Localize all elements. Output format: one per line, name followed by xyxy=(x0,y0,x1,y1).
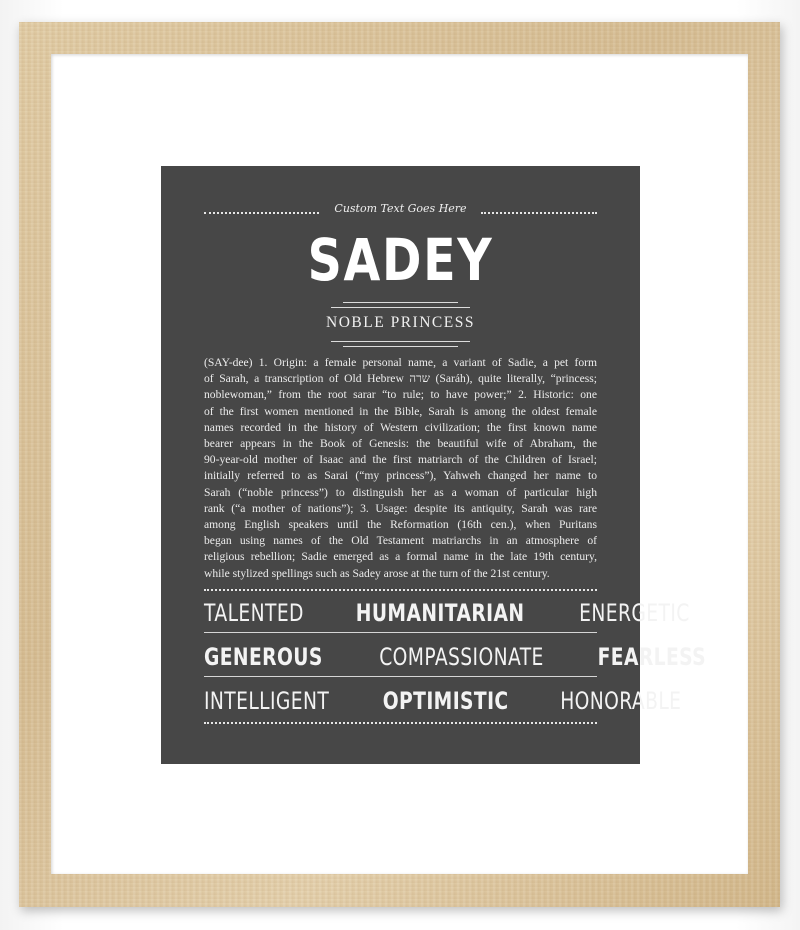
definition-line: initially referred to as Sarai (“my princess”), Yahweh changed her name to xyxy=(204,469,597,483)
trait-row-2 xyxy=(204,638,707,672)
definition-line: Sarah (“noble princess”) to distinguish her as a woman of particular high xyxy=(204,485,597,499)
name-meaning: NOBLE PRINCESS xyxy=(326,314,475,331)
name-poster xyxy=(161,166,707,764)
name-title: SADEY xyxy=(307,226,494,294)
dotted-rule-traits-bottom xyxy=(204,722,597,724)
trait-word: COMPASSIONATE xyxy=(379,643,545,671)
custom-text: Custom Text Goes Here xyxy=(334,202,467,215)
trait-word: ENERGETIC xyxy=(579,599,690,627)
definition-line: (SAY-dee) 1. Origin: a female personal name, a variant of Sadie, a pet form xyxy=(204,356,597,369)
trait-separator xyxy=(204,632,597,633)
trait-word: OPTIMISTIC xyxy=(382,687,509,715)
trait-word: HUMANITARIAN xyxy=(355,599,525,627)
trait-word: HONORABLE xyxy=(560,687,682,715)
definition-line: among English speakers until the Reformation (16th cen.), when Puritans xyxy=(204,518,597,532)
title-underline-top xyxy=(343,302,458,303)
definition-line: rank (“a mother of nations”); 3. Usage: despite its antiquity, Sarah was rare xyxy=(204,501,597,515)
meaning-underline-top xyxy=(331,341,470,342)
definition-line: religious rebellion; Sadie emerged as a formal name in the late 19th century, xyxy=(204,550,597,564)
trait-word: INTELLIGENT xyxy=(204,687,330,715)
trait-separator xyxy=(204,676,597,677)
trait-word: FEARLESS xyxy=(597,643,707,671)
definition-line: noblewoman,” from the root sarar “to rule; to have power;” 2. Historic: one xyxy=(204,388,597,402)
definition-line: began using names of the Old Testament matriarchs in an atmosphere of xyxy=(204,534,597,548)
trait-word: TALENTED xyxy=(204,599,304,627)
title-underline-bottom xyxy=(331,307,470,308)
meaning-underline-bottom xyxy=(343,346,458,347)
trait-word: GENEROUS xyxy=(204,643,323,671)
trait-row-1 xyxy=(204,594,690,628)
definition-text xyxy=(204,355,597,582)
definition-line: of Sarah, a transcription of Old Hebrew שרה (Saráh), quite literally, “princess; xyxy=(204,372,598,386)
definition-line: of the first women mentioned in the Bible, Sarah is among the oldest female xyxy=(204,404,597,418)
definition-line: while stylized spellings such as Sadey arose at the turn of the 21st century. xyxy=(204,566,550,580)
wooden-frame xyxy=(19,22,780,907)
definition-line: 90-year-old mother of Isaac and the first matriarch of the Children of Israel; xyxy=(204,453,597,467)
trait-row-3 xyxy=(204,682,682,716)
definition-line: bearer appears in the Book of Genesis: the beautiful wife of Abraham, the xyxy=(204,437,597,451)
definition-line: names recorded in the history of Western civilization; the first known name xyxy=(204,420,597,434)
white-mat xyxy=(51,54,748,874)
dotted-rule-traits-top xyxy=(204,589,597,591)
